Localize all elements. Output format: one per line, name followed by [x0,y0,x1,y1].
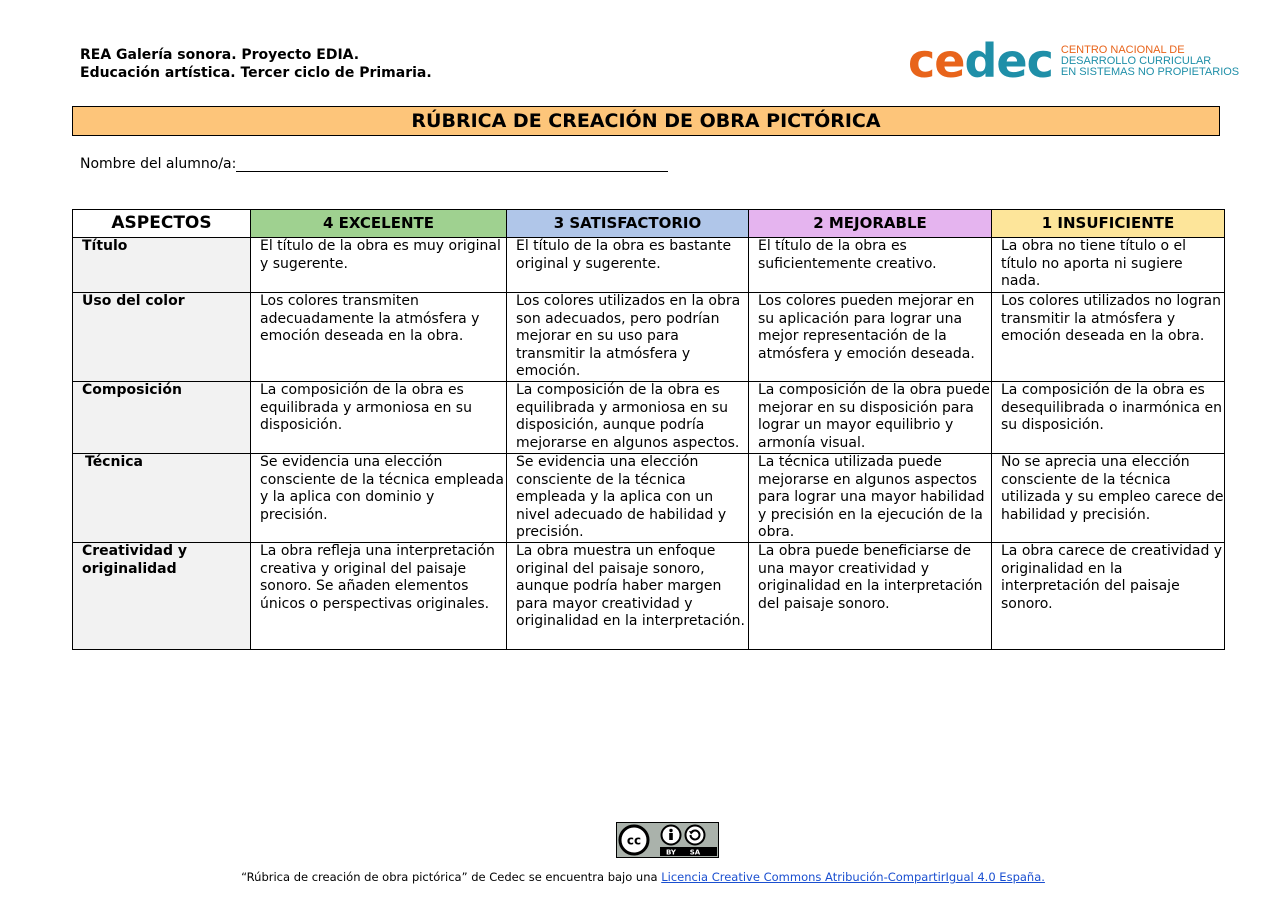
cedec-logo [908,36,1239,86]
by-badge-text: BY [665,848,677,857]
license-link[interactable]: Licencia Creative Commons Atribución-CompartirIgual 4.0 España. [661,870,1045,884]
row-aspect: Creatividad y originalidad [73,543,251,650]
table-cell: Los colores pueden mejorar en su aplicación para lograr una mejor representación de la atmósfera y emoción deseada. [749,293,992,382]
logo-word-part1: ce [908,34,965,88]
logo-word-part2: dec [964,34,1053,88]
cc-badge-text: cc [626,833,642,848]
header-excelente: 4 EXCELENTE [251,210,507,238]
logo-sub-line-3: EN SISTEMAS NO PROPIETARIOS [1060,65,1240,78]
table-cell: El título de la obra es bastante original y sugerente. [507,238,749,293]
row-aspect: Técnica [73,454,251,543]
table-cell: La composición de la obra puede mejorar en su disposición para lograr un mayor equilibrio y armonía visual. [749,382,992,454]
header-insuficiente: 1 INSUFICIENTE [992,210,1225,238]
table-cell: El título de la obra es suficientemente creativo. [749,238,992,293]
table-cell: Los colores transmiten adecuadamente la atmósfera y emoción deseada en la obra. [251,293,507,382]
header-line-1: REA Galería sonora. Proyecto EDIA. [80,47,360,63]
table-cell: Los colores utilizados no logran transmitir la atmósfera y emoción deseada en la obra. [992,293,1225,382]
license-footer [0,870,1286,884]
table-cell: La técnica utilizada puede mejorarse en algunos aspectos para lograr una mayor habilidad y precisión en la ejecución de la obra. [749,454,992,543]
rubric-table [72,209,1225,650]
table-row [73,454,1225,543]
table-cell: La obra carece de creatividad y originalidad en la interpretación del paisaje sonoro. [992,543,1225,650]
table-cell: La composición de la obra es equilibrada y armoniosa en su disposición, aunque podría mejorarse en algunos aspectos. [507,382,749,454]
table-row [73,293,1225,382]
table-cell: La obra muestra un enfoque original del paisaje sonoro, aunque podría haber margen para mayor creatividad y originalidad en la interpretación. [507,543,749,650]
row-aspect: Composición [73,382,251,454]
logo-wordmark [908,36,1053,86]
table-row [73,382,1225,454]
table-row [73,238,1225,293]
student-name-label: Nombre del alumno/a: [80,156,237,172]
row-aspect: Título [73,238,251,293]
license-text: “Rúbrica de creación de obra pictórica” de Cedec se encuentra bajo una [241,870,662,884]
student-name-line [80,156,668,172]
student-name-blank [236,157,668,172]
table-cell: El título de la obra es muy original y sugerente. [251,238,507,293]
table-cell: Se evidencia una elección consciente de la técnica empleada y la aplica con un nivel adecuado de habilidad y precisión. [507,454,749,543]
table-cell: La composición de la obra es equilibrada y armoniosa en su disposición. [251,382,507,454]
page-title: RÚBRICA DE CREACIÓN DE OBRA PICTÓRICA [72,106,1220,136]
logo-sub-line-1: CENTRO NACIONAL DE [1060,43,1185,56]
creative-commons-by-sa-icon [616,822,719,858]
table-cell: Los colores utilizados en la obra son adecuados, pero podrían mejorar en su uso para transmitir la atmósfera y emoción. [507,293,749,382]
sa-badge-text: SA [689,848,701,857]
table-cell: Se evidencia una elección consciente de la técnica empleada y la aplica con dominio y precisión. [251,454,507,543]
logo-sub-line-2: DESARROLLO CURRICULAR [1060,54,1212,67]
header-aspectos: ASPECTOS [73,210,251,238]
header-line-2: Educación artística. Tercer ciclo de Primaria. [80,65,432,81]
logo-subtitle [1061,45,1239,78]
document-header [80,46,432,82]
header-mejorable: 2 MEJORABLE [749,210,992,238]
table-cell: No se aprecia una elección consciente de la técnica utilizada y su empleo carece de habilidad y precisión. [992,454,1225,543]
table-cell: La composición de la obra es desequilibrada o inarmónica en su disposición. [992,382,1225,454]
header-satisfactorio: 3 SATISFACTORIO [507,210,749,238]
table-row [73,543,1225,650]
table-cell: La obra no tiene título o el título no aporta ni sugiere nada. [992,238,1225,293]
table-header-row [73,210,1225,238]
row-aspect: Uso del color [73,293,251,382]
table-cell: La obra puede beneficiarse de una mayor creatividad y originalidad en la interpretación del paisaje sonoro. [749,543,992,650]
table-cell: La obra refleja una interpretación creativa y original del paisaje sonoro. Se añaden elementos únicos o perspectivas originales. [251,543,507,650]
